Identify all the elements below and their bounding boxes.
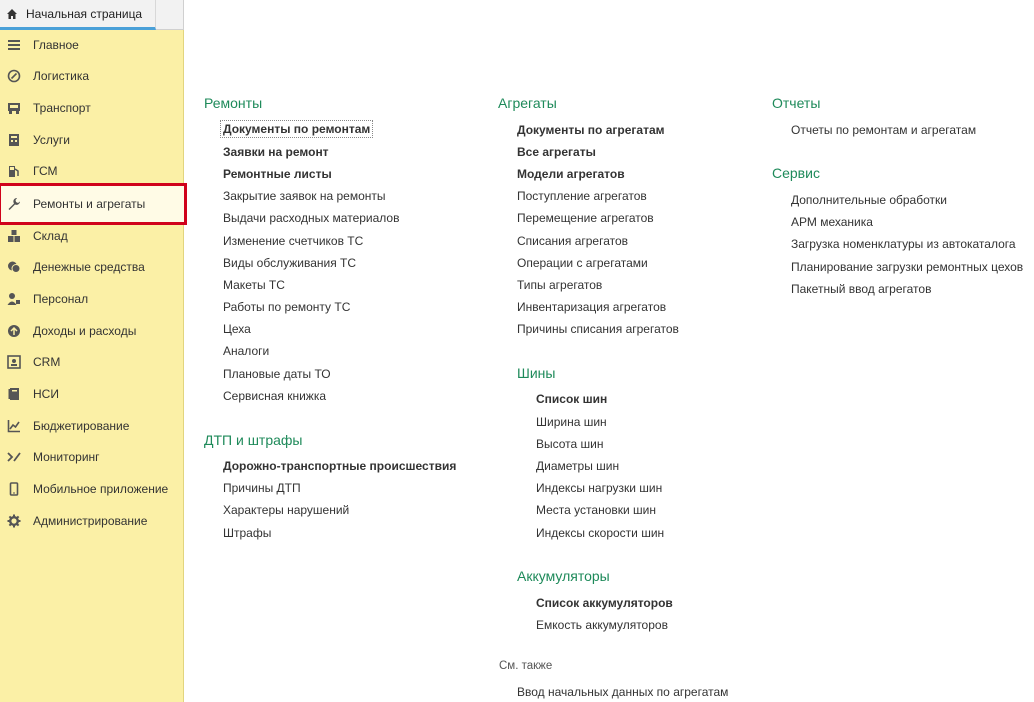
link-analogs[interactable]: Аналоги (223, 344, 270, 358)
monitoring-icon (7, 450, 21, 464)
budget-chart-icon (7, 419, 21, 433)
link-maintenance-types[interactable]: Виды обслуживания ТС (223, 256, 357, 270)
sidebar-item-label: Доходы и расходы (33, 324, 137, 338)
sidebar-item-logistics[interactable] (0, 64, 184, 88)
link-close-repair-requests[interactable]: Закрытие заявок на ремонты (223, 189, 386, 203)
link-unit-models[interactable]: Модели агрегатов (517, 167, 625, 181)
sidebar-item-label: Мобильное приложение (33, 482, 169, 496)
link-battery-list[interactable]: Список аккумуляторов (536, 596, 673, 610)
link-catalog-import[interactable]: Загрузка номенклатуры из автокаталога (791, 237, 1016, 251)
link-tire-width[interactable]: Ширина шин (536, 415, 607, 429)
link-tire-height[interactable]: Высота шин (536, 437, 604, 451)
sidebar-item-personnel[interactable] (0, 287, 184, 311)
fuel-icon (7, 164, 21, 178)
link-counter-changes[interactable]: Изменение счетчиков ТС (223, 234, 364, 248)
link-all-units[interactable]: Все агрегаты (517, 145, 596, 159)
link-violation-types[interactable]: Характеры нарушений (223, 503, 350, 517)
sidebar-item-transport[interactable] (0, 96, 184, 120)
section-title-batteries: Аккумуляторы (517, 568, 610, 584)
link-initial-unit-data[interactable]: Ввод начальных данных по агрегатам (517, 685, 729, 699)
sidebar-item-label: ГСМ (33, 164, 58, 178)
section-title-tires: Шины (517, 365, 556, 381)
link-service-book[interactable]: Сервисная книжка (223, 389, 327, 403)
sidebar-item-label: Администрирование (33, 514, 148, 528)
sidebar-item-nsi[interactable] (0, 382, 184, 406)
section-title-service: Сервис (772, 165, 820, 181)
link-repair-sheets[interactable]: Ремонтные листы (223, 167, 332, 181)
link-workshop-planning[interactable]: Планирование загрузки ремонтных цехов (791, 260, 1024, 274)
link-planned-to-dates[interactable]: Плановые даты ТО (223, 367, 331, 381)
sidebar-item-label: Логистика (33, 69, 90, 83)
sidebar-item-crm[interactable] (0, 350, 184, 374)
section-title-repairs: Ремонты (204, 95, 263, 111)
sidebar-item-warehouse[interactable] (0, 224, 184, 248)
link-unit-writeoffs[interactable]: Списания агрегатов (517, 234, 629, 248)
section-title-units: Агрегаты (498, 95, 557, 111)
sidebar-item-label: Транспорт (33, 101, 91, 115)
link-unit-transfers[interactable]: Перемещение агрегатов (517, 211, 654, 225)
sidebar-item-monitoring[interactable] (0, 445, 184, 469)
sidebar-item-fuel[interactable] (0, 159, 184, 183)
sidebar-item-label: НСИ (33, 387, 59, 401)
link-unit-types[interactable]: Типы агрегатов (517, 278, 603, 292)
mobile-icon (7, 482, 21, 496)
link-repair-requests[interactable]: Заявки на ремонт (223, 145, 329, 159)
link-unit-inventory[interactable]: Инвентаризация агрегатов (517, 300, 667, 314)
home-tab[interactable] (0, 0, 156, 30)
link-repair-works[interactable]: Работы по ремонту ТС (223, 300, 351, 314)
sidebar-item-label: Денежные средства (33, 260, 145, 274)
link-unit-operations[interactable]: Операции с агрегатами (517, 256, 648, 270)
sidebar-item-repairs[interactable] (0, 185, 185, 223)
link-workshops[interactable]: Цеха (223, 322, 251, 336)
book-icon (7, 387, 21, 401)
sidebar-item-label: CRM (33, 355, 61, 369)
sidebar-item-label: Мониторинг (33, 450, 100, 464)
link-writeoff-reasons[interactable]: Причины списания агрегатов (517, 322, 679, 336)
link-unit-receipts[interactable]: Поступление агрегатов (517, 189, 647, 203)
sidebar (0, 30, 184, 702)
home-icon (6, 8, 18, 20)
sidebar-item-label: Ремонты и агрегаты (33, 197, 146, 211)
menu-lines-icon (7, 38, 21, 52)
sidebar-item-label: Бюджетирование (33, 419, 130, 433)
sidebar-item-services[interactable] (0, 128, 184, 152)
link-batch-unit-input[interactable]: Пакетный ввод агрегатов (791, 282, 932, 296)
sidebar-item-label: Персонал (33, 292, 89, 306)
tab-placeholder[interactable] (156, 0, 184, 30)
see-also-title: См. также (499, 660, 553, 672)
link-fines[interactable]: Штрафы (223, 526, 272, 540)
link-tire-load-index[interactable]: Индексы нагрузки шин (536, 481, 663, 495)
link-mechanic-workstation[interactable]: АРМ механика (791, 215, 873, 229)
link-battery-capacity[interactable]: Емкость аккумуляторов (536, 618, 668, 632)
link-additional-processing[interactable]: Дополнительные обработки (791, 193, 947, 207)
link-road-accidents[interactable]: Дорожно-транспортные происшествия (223, 459, 457, 473)
link-repair-documents[interactable]: Документы по ремонтам (220, 120, 373, 138)
top-bar (0, 0, 1034, 30)
calculator-icon (7, 133, 21, 147)
sidebar-item-label: Склад (33, 229, 68, 243)
sidebar-item-budget[interactable] (0, 414, 184, 438)
sidebar-item-mobile-app[interactable] (0, 477, 184, 501)
truck-icon (7, 101, 21, 115)
compass-icon (7, 69, 21, 83)
link-tire-list[interactable]: Список шин (536, 392, 608, 406)
link-tire-positions[interactable]: Места установки шин (536, 503, 656, 517)
sidebar-item-money[interactable] (0, 255, 184, 279)
sidebar-item-label: Главное (33, 38, 79, 52)
wrench-icon (7, 197, 21, 211)
link-tire-diameters[interactable]: Диаметры шин (536, 459, 620, 473)
sidebar-item-administration[interactable] (0, 509, 184, 533)
link-vehicle-templates[interactable]: Макеты ТС (223, 278, 285, 292)
link-unit-documents[interactable]: Документы по агрегатам (517, 123, 665, 137)
sidebar-item-main[interactable] (0, 33, 184, 57)
sidebar-item-label: Услуги (33, 133, 70, 147)
link-consumables-issue[interactable]: Выдачи расходных материалов (223, 211, 400, 225)
section-title-reports: Отчеты (772, 95, 821, 111)
gear-icon (7, 514, 21, 528)
boxes-icon (7, 229, 21, 243)
crm-card-icon (7, 355, 21, 369)
person-icon (7, 292, 21, 306)
link-accident-causes[interactable]: Причины ДТП (223, 481, 301, 495)
link-repairs-units-reports[interactable]: Отчеты по ремонтам и агрегатам (791, 123, 977, 137)
link-tire-speed-index[interactable]: Индексы скорости шин (536, 526, 665, 540)
sidebar-item-income-expense[interactable] (0, 319, 184, 343)
section-title-accidents: ДТП и штрафы (204, 432, 303, 448)
home-tab-label: Начальная страница (26, 6, 143, 21)
income-expense-icon (7, 324, 21, 338)
coins-icon (7, 260, 21, 274)
